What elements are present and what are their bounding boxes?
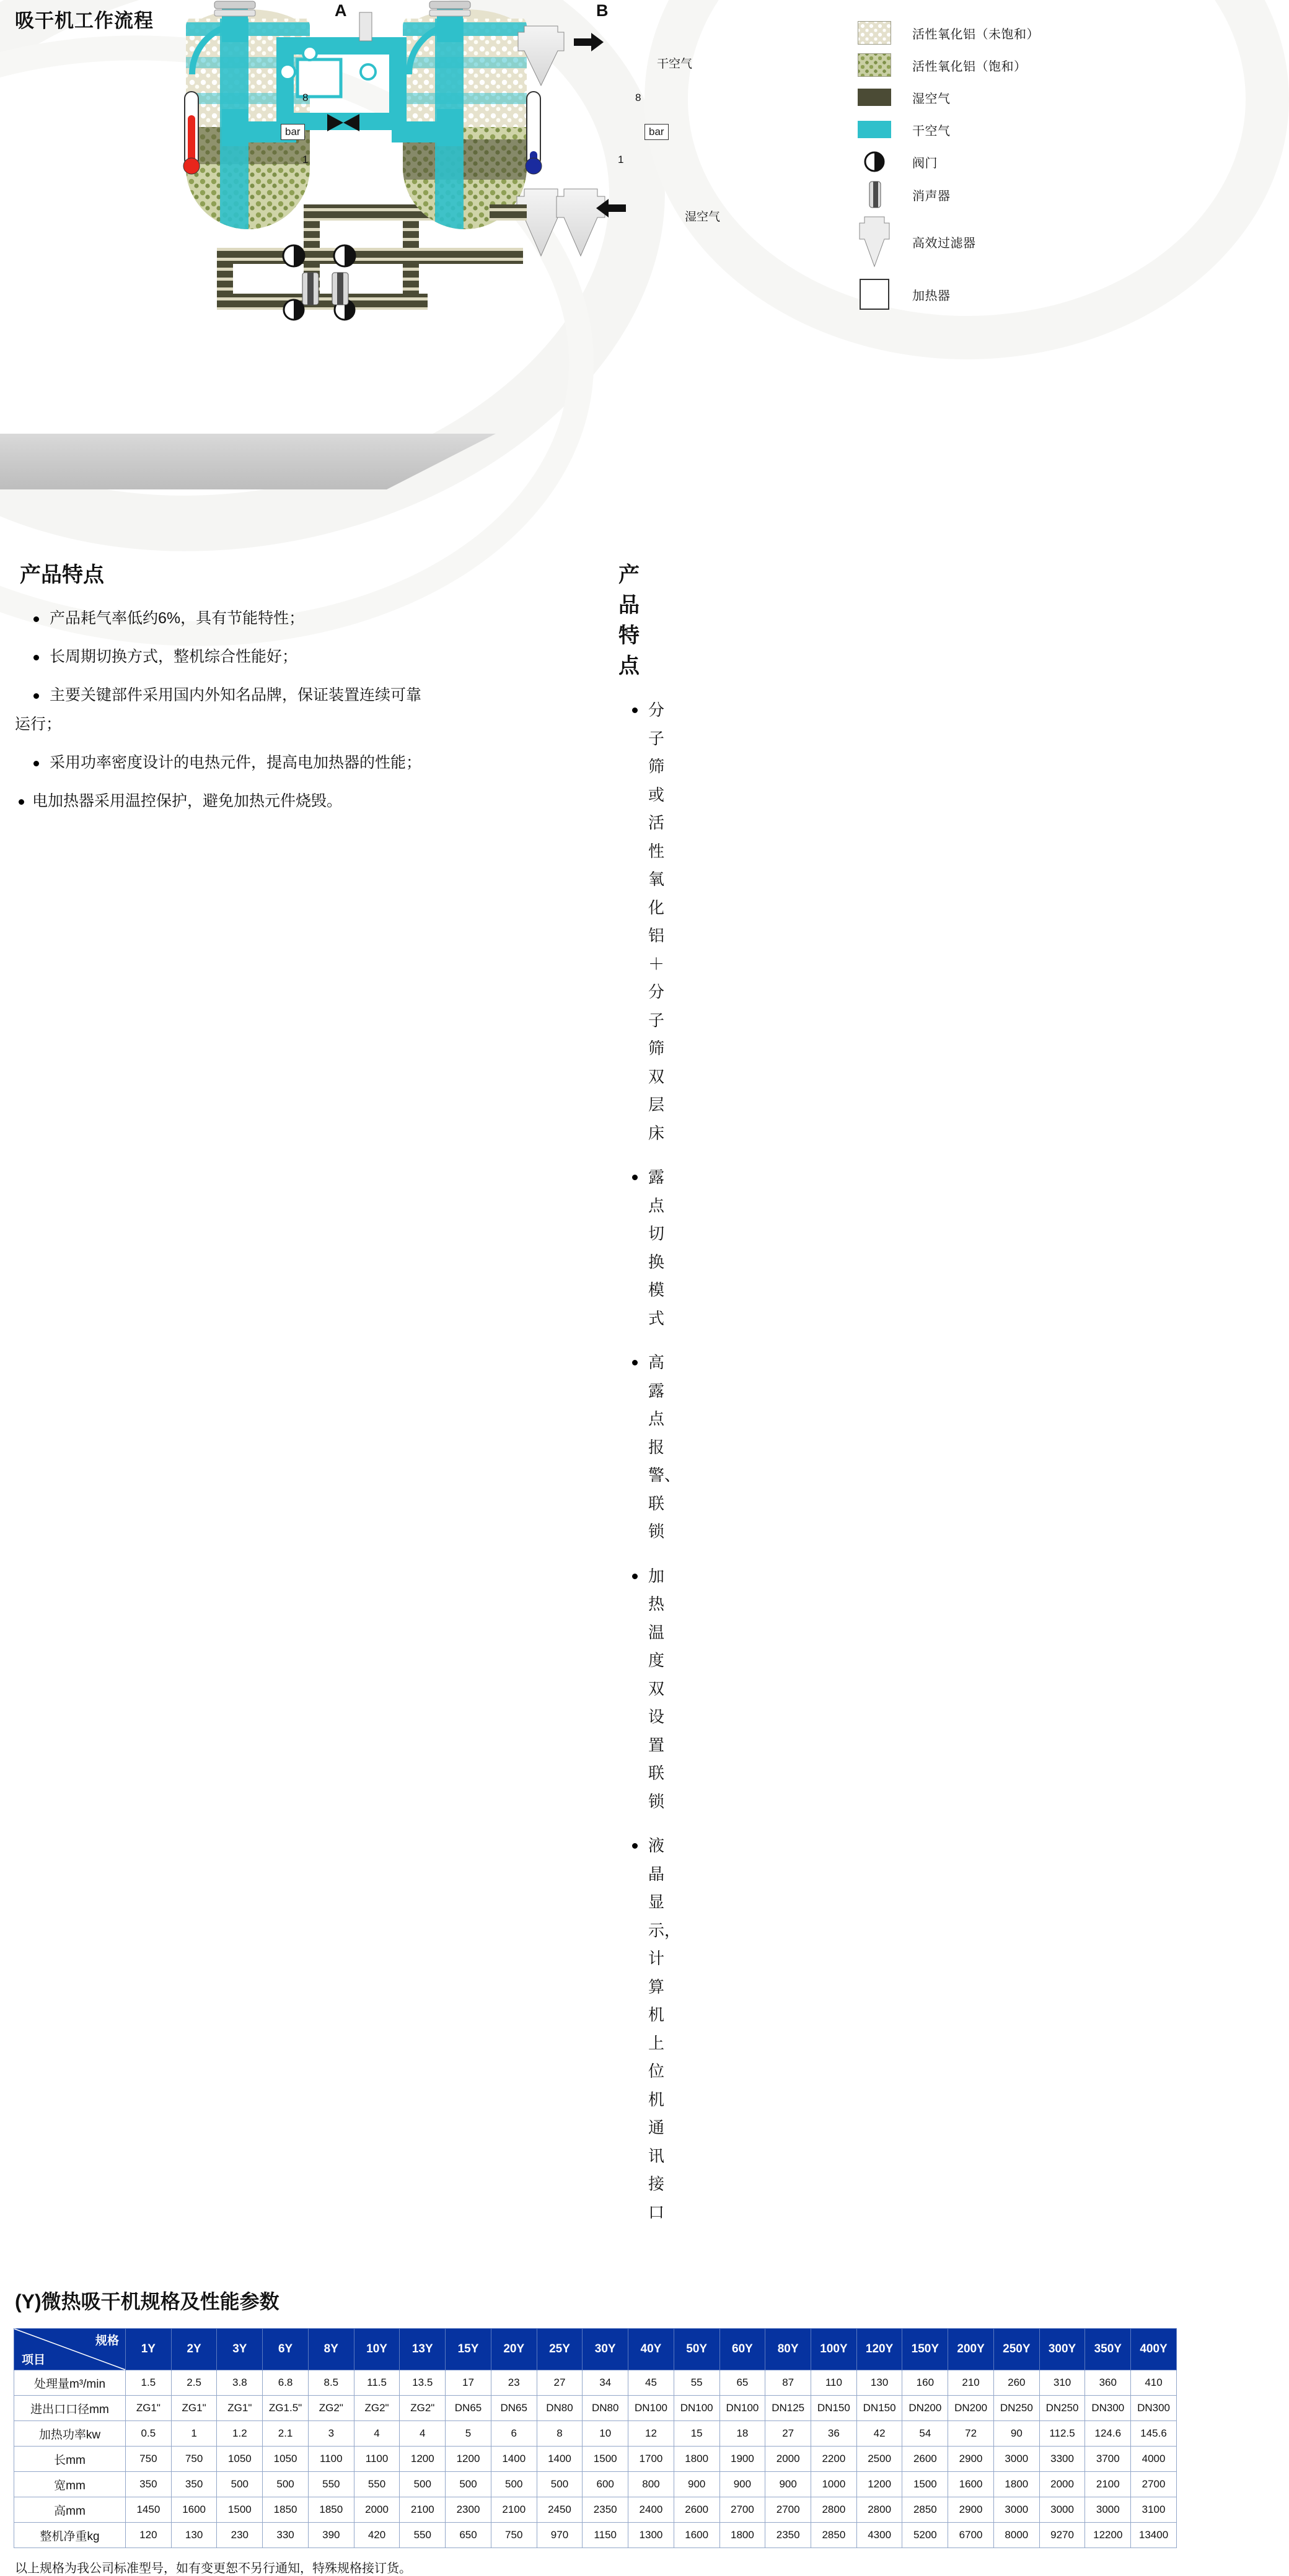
spec-cell: 260 — [993, 2370, 1039, 2396]
spec-cell: 6700 — [948, 2523, 994, 2548]
spec-cell: 5200 — [902, 2523, 948, 2548]
table-header-row — [14, 2329, 1177, 2370]
spec-cell: 2000 — [1039, 2472, 1085, 2497]
spec-cell: 500 — [217, 2472, 263, 2497]
spec-cell: 55 — [674, 2370, 719, 2396]
spec-cell: 3700 — [1085, 2447, 1131, 2472]
spec-model-header: 350Y — [1085, 2329, 1131, 2370]
spec-cell: 11.5 — [354, 2370, 400, 2396]
spec-row-label: 整机净重kg — [14, 2523, 126, 2548]
legend — [855, 19, 1153, 318]
wet-air-label: 湿空气 — [685, 211, 721, 224]
spec-model-header: 10Y — [354, 2329, 400, 2370]
spec-cell: 3300 — [1039, 2447, 1085, 2472]
spec-cell: 550 — [354, 2472, 400, 2497]
spec-cell: 1 — [171, 2421, 217, 2447]
spec-cell: 87 — [765, 2370, 811, 2396]
spec-cell: 8 — [537, 2421, 583, 2447]
table-row — [14, 2370, 1177, 2396]
spec-cell: 45 — [628, 2370, 674, 2396]
spec-cell: 2900 — [948, 2447, 994, 2472]
list-item: 电加热器采用温控保护，避免加热元件烧毁。 — [15, 788, 595, 815]
spec-cell: 120 — [126, 2523, 172, 2548]
table-row — [14, 2396, 1177, 2421]
spec-cell: 900 — [674, 2472, 719, 2497]
heater-icon — [297, 59, 341, 97]
spec-corner-top-label: 规格 — [95, 2334, 119, 2347]
spec-model-header: 6Y — [263, 2329, 309, 2370]
spec-cell: ZG2" — [354, 2396, 400, 2421]
spec-cell: 4 — [400, 2421, 446, 2447]
spec-cell: 350 — [171, 2472, 217, 2497]
spec-cell: 1400 — [537, 2447, 583, 2472]
spec-cell: 1850 — [308, 2497, 354, 2523]
spec-table-note: 以上规格为我公司标准型号，如有变更恕不另行通知，特殊规格接订货。 — [15, 2562, 411, 2575]
spec-cell: 1800 — [719, 2523, 765, 2548]
spec-table-title: (Y)微热吸干机规格及性能参数 — [15, 2290, 279, 2313]
spec-cell: 145.6 — [1131, 2421, 1177, 2447]
filter-icon-bottom-2 — [557, 189, 605, 256]
spec-cell: 5 — [446, 2421, 491, 2447]
spec-cell: DN65 — [491, 2396, 537, 2421]
spec-cell: 3000 — [1085, 2497, 1131, 2523]
legend-label: 消声器 — [912, 189, 951, 203]
spec-cell: 65 — [719, 2370, 765, 2396]
spec-model-header: 3Y — [217, 2329, 263, 2370]
spec-cell: 4300 — [856, 2523, 902, 2548]
spec-cell: 1800 — [674, 2447, 719, 2472]
spec-cell: 1500 — [583, 2447, 628, 2472]
spec-cell: 420 — [354, 2523, 400, 2548]
valve-icon-2 — [334, 245, 355, 266]
spec-cell: 13400 — [1131, 2523, 1177, 2548]
spec-cell: 2600 — [902, 2447, 948, 2472]
spec-cell: 2850 — [902, 2497, 948, 2523]
spec-cell: 54 — [902, 2421, 948, 2447]
spec-row-label: 高mm — [14, 2497, 126, 2523]
spec-cell: 112.5 — [1039, 2421, 1085, 2447]
spec-cell: 4000 — [1131, 2447, 1177, 2472]
spec-cell: 2000 — [354, 2497, 400, 2523]
spec-cell: DN80 — [583, 2396, 628, 2421]
spec-cell: 1.2 — [217, 2421, 263, 2447]
spec-model-header: 20Y — [491, 2329, 537, 2370]
spec-cell: 2700 — [765, 2497, 811, 2523]
spec-model-header: 13Y — [400, 2329, 446, 2370]
spec-model-header: 25Y — [537, 2329, 583, 2370]
spec-model-header: 40Y — [628, 2329, 674, 2370]
spec-cell: 4 — [354, 2421, 400, 2447]
spec-model-header: 60Y — [719, 2329, 765, 2370]
spec-table-section — [0, 2286, 1190, 2576]
spec-cell: ZG1.5" — [263, 2396, 309, 2421]
spec-model-header: 30Y — [583, 2329, 628, 2370]
gauge-b-unit: bar — [644, 124, 669, 140]
dry-air-label: 干空气 — [657, 58, 693, 71]
spec-cell: DN200 — [902, 2396, 948, 2421]
spec-cell: 0.5 — [126, 2421, 172, 2447]
spec-cell: 130 — [856, 2370, 902, 2396]
silencer-icon — [855, 180, 894, 209]
spec-cell: 8000 — [993, 2523, 1039, 2548]
table-row — [14, 2447, 1177, 2472]
spec-cell: 3000 — [993, 2497, 1039, 2523]
features-right-column: 产品特点 分子筛或活性氧化铝＋分子筛双层床 露点切换模式 高露点报警、联锁 加热温度双设置联锁 液晶显示，计算机上位机通讯接口 — [0, 558, 614, 2243]
spec-model-header: 100Y — [811, 2329, 857, 2370]
spec-cell: 6 — [491, 2421, 537, 2447]
spec-cell: 970 — [537, 2523, 583, 2548]
spec-cell: 1850 — [263, 2497, 309, 2523]
spec-cell: 13.5 — [400, 2370, 446, 2396]
legend-label: 加热器 — [912, 289, 951, 303]
spec-cell: 1050 — [263, 2447, 309, 2472]
spec-cell: 500 — [400, 2472, 446, 2497]
spec-row-label: 进出口口径mm — [14, 2396, 126, 2421]
spec-model-header: 15Y — [446, 2329, 491, 2370]
table-row — [14, 2421, 1177, 2447]
spec-cell: 1300 — [628, 2523, 674, 2548]
spec-cell: 1.5 — [126, 2370, 172, 2396]
spec-cell: 124.6 — [1085, 2421, 1131, 2447]
spec-cell: 2000 — [765, 2447, 811, 2472]
pressure-gauge-b — [526, 92, 542, 174]
spec-model-header: 400Y — [1131, 2329, 1177, 2370]
spec-cell: 500 — [263, 2472, 309, 2497]
gauge-a-max: 8 — [302, 92, 309, 103]
legend-item-wet-air — [855, 83, 1153, 112]
legend-item-heater — [855, 274, 1153, 315]
spec-cell: 900 — [765, 2472, 811, 2497]
spec-cell: 1450 — [126, 2497, 172, 2523]
spec-cell: 500 — [446, 2472, 491, 2497]
spec-cell: 1150 — [583, 2523, 628, 2548]
spec-cell: 160 — [902, 2370, 948, 2396]
spec-cell: ZG1" — [126, 2396, 172, 2421]
spec-cell: 1200 — [856, 2472, 902, 2497]
silencer-icon-2 — [332, 273, 348, 305]
spec-cell: 2350 — [765, 2523, 811, 2548]
spec-cell: 2850 — [811, 2523, 857, 2548]
spec-cell: 1600 — [948, 2472, 994, 2497]
spec-cell: 36 — [811, 2421, 857, 2447]
spec-cell: 1400 — [491, 2447, 537, 2472]
spec-model-header: 200Y — [948, 2329, 994, 2370]
filter-icon — [855, 214, 894, 269]
spec-cell: 42 — [856, 2421, 902, 2447]
page-title: 吸干机工作流程 — [15, 10, 154, 32]
spec-cell: 3 — [308, 2421, 354, 2447]
spec-cell: 2100 — [400, 2497, 446, 2523]
legend-label: 湿空气 — [912, 92, 951, 106]
spec-cell: DN150 — [811, 2396, 857, 2421]
spec-cell: DN80 — [537, 2396, 583, 2421]
spec-cell: 650 — [446, 2523, 491, 2548]
swatch-wet-air-icon — [855, 89, 894, 106]
vessel-b-label: B — [596, 1, 609, 20]
spec-table-body — [14, 2370, 1177, 2548]
spec-cell: 23 — [491, 2370, 537, 2396]
legend-item-saturated — [855, 51, 1153, 79]
spec-cell: 2700 — [1131, 2472, 1177, 2497]
spec-cell: 12200 — [1085, 2523, 1131, 2548]
spec-cell: ZG2" — [308, 2396, 354, 2421]
legend-label: 活性氧化铝（未饱和） — [912, 27, 1039, 42]
spec-cell: 500 — [491, 2472, 537, 2497]
spec-cell: 2200 — [811, 2447, 857, 2472]
legend-label: 干空气 — [912, 124, 951, 138]
spec-cell: 3000 — [993, 2447, 1039, 2472]
spec-cell: 1600 — [171, 2497, 217, 2523]
spec-cell: ZG2" — [400, 2396, 446, 2421]
spec-cell: 1200 — [446, 2447, 491, 2472]
legend-item-valve — [855, 147, 1153, 176]
valve-icon-3 — [284, 300, 304, 320]
spec-cell: 3000 — [1039, 2497, 1085, 2523]
valve-icon-1 — [283, 245, 304, 266]
spec-cell: 750 — [126, 2447, 172, 2472]
flow-diagram-section — [0, 0, 1190, 421]
spec-cell: 1050 — [217, 2447, 263, 2472]
list-item: 产品耗气率低约6%，具有节能特性； — [15, 605, 595, 633]
legend-label: 活性氧化铝（饱和） — [912, 59, 1027, 74]
legend-label: 高效过滤器 — [912, 236, 976, 250]
spec-cell: 1000 — [811, 2472, 857, 2497]
flow-diagram-svg — [155, 0, 812, 396]
spec-cell: DN100 — [628, 2396, 674, 2421]
spec-cell: 230 — [217, 2523, 263, 2548]
list-item: 高露点报警、联锁 — [614, 1349, 648, 1546]
spec-cell: 8.5 — [308, 2370, 354, 2396]
list-item: 液晶显示，计算机上位机通讯接口 — [614, 1832, 648, 2227]
spec-cell: 410 — [1131, 2370, 1177, 2396]
spec-cell: DN100 — [719, 2396, 765, 2421]
vessel-a-label: A — [335, 1, 347, 20]
spec-cell: DN300 — [1085, 2396, 1131, 2421]
spec-row-label: 宽mm — [14, 2472, 126, 2497]
spec-cell: 1500 — [217, 2497, 263, 2523]
spec-cell: 130 — [171, 2523, 217, 2548]
spec-cell: 27 — [537, 2370, 583, 2396]
spec-cell: 2.5 — [171, 2370, 217, 2396]
spec-cell: 2900 — [948, 2497, 994, 2523]
table-row — [14, 2472, 1177, 2497]
list-item: 加热温度双设置联锁 — [614, 1562, 648, 1816]
spec-cell: 2.1 — [263, 2421, 309, 2447]
list-item: 长周期切换方式，整机综合性能好； — [15, 644, 595, 671]
spec-cell: DN125 — [765, 2396, 811, 2421]
spec-cell: 360 — [1085, 2370, 1131, 2396]
spec-row-label: 加热功率kw — [14, 2421, 126, 2447]
spec-cell: 1900 — [719, 2447, 765, 2472]
table-row — [14, 2523, 1177, 2548]
decorative-ribbon — [0, 434, 496, 489]
spec-cell: 2350 — [583, 2497, 628, 2523]
legend-item-filter — [855, 213, 1153, 270]
spec-cell: 2600 — [674, 2497, 719, 2523]
gauge-b-max: 8 — [635, 92, 641, 103]
spec-cell: 900 — [719, 2472, 765, 2497]
legend-item-silencer — [855, 180, 1153, 209]
spec-cell: 210 — [948, 2370, 994, 2396]
swatch-dry-air-icon — [855, 121, 894, 138]
dryer-flow-diagram — [155, 0, 812, 396]
spec-model-header: 80Y — [765, 2329, 811, 2370]
gauge-a-min: 1 — [302, 154, 309, 165]
spec-model-header: 2Y — [171, 2329, 217, 2370]
spec-cell: 750 — [171, 2447, 217, 2472]
spec-cell: ZG1" — [171, 2396, 217, 2421]
spec-cell: 390 — [308, 2523, 354, 2548]
spec-cell: 2700 — [719, 2497, 765, 2523]
spec-model-header: 300Y — [1039, 2329, 1085, 2370]
legend-item-unsaturated — [855, 19, 1153, 47]
spec-cell: 9270 — [1039, 2523, 1085, 2548]
spec-cell: 17 — [446, 2370, 491, 2396]
list-item: 采用功率密度设计的电热元件，提高电加热器的性能； — [15, 750, 595, 777]
spec-cell: 1700 — [628, 2447, 674, 2472]
spec-cell: 27 — [765, 2421, 811, 2447]
spec-cell: 3100 — [1131, 2497, 1177, 2523]
spec-cell: 15 — [674, 2421, 719, 2447]
spec-cell: 2800 — [811, 2497, 857, 2523]
spec-model-header: 120Y — [856, 2329, 902, 2370]
features-left-title: 产品特点 — [20, 563, 104, 587]
spec-cell: DN250 — [1039, 2396, 1085, 2421]
spec-cell: ZG1" — [217, 2396, 263, 2421]
gauge-b-min: 1 — [618, 154, 624, 165]
spec-cell: 310 — [1039, 2370, 1085, 2396]
list-item: 主要关键部件采用国内外知名品牌，保证装置连续可靠 — [15, 682, 595, 709]
spec-cell: DN250 — [993, 2396, 1039, 2421]
spec-cell: DN65 — [446, 2396, 491, 2421]
legend-item-dry-air — [855, 115, 1153, 144]
spec-cell: 500 — [537, 2472, 583, 2497]
spec-cell: 90 — [993, 2421, 1039, 2447]
list-item-continuation: 运行； — [15, 716, 62, 734]
spec-model-header: 150Y — [902, 2329, 948, 2370]
spec-cell: DN150 — [856, 2396, 902, 2421]
spec-cell: 2300 — [446, 2497, 491, 2523]
spec-cell: 3.8 — [217, 2370, 263, 2396]
spec-cell: 350 — [126, 2472, 172, 2497]
spec-cell: 1200 — [400, 2447, 446, 2472]
heater-icon — [855, 279, 894, 310]
spec-cell: DN300 — [1131, 2396, 1177, 2421]
list-item: 分子筛或活性氧化铝＋分子筛双层床 — [614, 696, 648, 1147]
table-row — [14, 2497, 1177, 2523]
spec-cell: 34 — [583, 2370, 628, 2396]
spec-cell: 6.8 — [263, 2370, 309, 2396]
spec-cell: 1800 — [993, 2472, 1039, 2497]
spec-cell: 550 — [400, 2523, 446, 2548]
gauge-a-unit: bar — [281, 124, 305, 140]
spec-cell: 2100 — [491, 2497, 537, 2523]
spec-cell: 18 — [719, 2421, 765, 2447]
valve-icon — [855, 149, 894, 174]
spec-cell: 1100 — [354, 2447, 400, 2472]
spec-cell: 1600 — [674, 2523, 719, 2548]
pressure-gauge-a — [183, 92, 200, 174]
spec-cell: 2400 — [628, 2497, 674, 2523]
spec-cell: 110 — [811, 2370, 857, 2396]
spec-cell: 2450 — [537, 2497, 583, 2523]
spec-row-label: 长mm — [14, 2447, 126, 2472]
spec-model-header: 1Y — [126, 2329, 172, 2370]
spec-cell: 1500 — [902, 2472, 948, 2497]
spec-cell: 550 — [308, 2472, 354, 2497]
swatch-unsaturated-alumina-icon — [855, 21, 894, 45]
spec-table-head — [14, 2329, 1177, 2370]
spec-cell: 10 — [583, 2421, 628, 2447]
legend-label: 阀门 — [912, 156, 938, 170]
spec-cell: 12 — [628, 2421, 674, 2447]
product-features-section — [0, 558, 1190, 2243]
spec-cell: 330 — [263, 2523, 309, 2548]
spec-table — [14, 2328, 1177, 2548]
spec-cell: 600 — [583, 2472, 628, 2497]
spec-cell: 1100 — [308, 2447, 354, 2472]
spec-cell: 750 — [491, 2523, 537, 2548]
swatch-saturated-alumina-icon — [855, 53, 894, 77]
spec-model-header: 250Y — [993, 2329, 1039, 2370]
silencer-icon-1 — [302, 273, 319, 305]
spec-cell: 800 — [628, 2472, 674, 2497]
spec-cell: DN200 — [948, 2396, 994, 2421]
spec-cell: 2100 — [1085, 2472, 1131, 2497]
spec-model-header: 50Y — [674, 2329, 719, 2370]
spec-corner-cell — [14, 2329, 126, 2370]
spec-model-header: 8Y — [308, 2329, 354, 2370]
spec-cell: DN100 — [674, 2396, 719, 2421]
spec-cell: 2800 — [856, 2497, 902, 2523]
spec-row-label: 处理量m³/min — [14, 2370, 126, 2396]
spec-corner-bottom-label: 项目 — [22, 2354, 46, 2367]
spec-cell: 72 — [948, 2421, 994, 2447]
spec-cell: 2500 — [856, 2447, 902, 2472]
list-item: 露点切换模式 — [614, 1163, 648, 1333]
